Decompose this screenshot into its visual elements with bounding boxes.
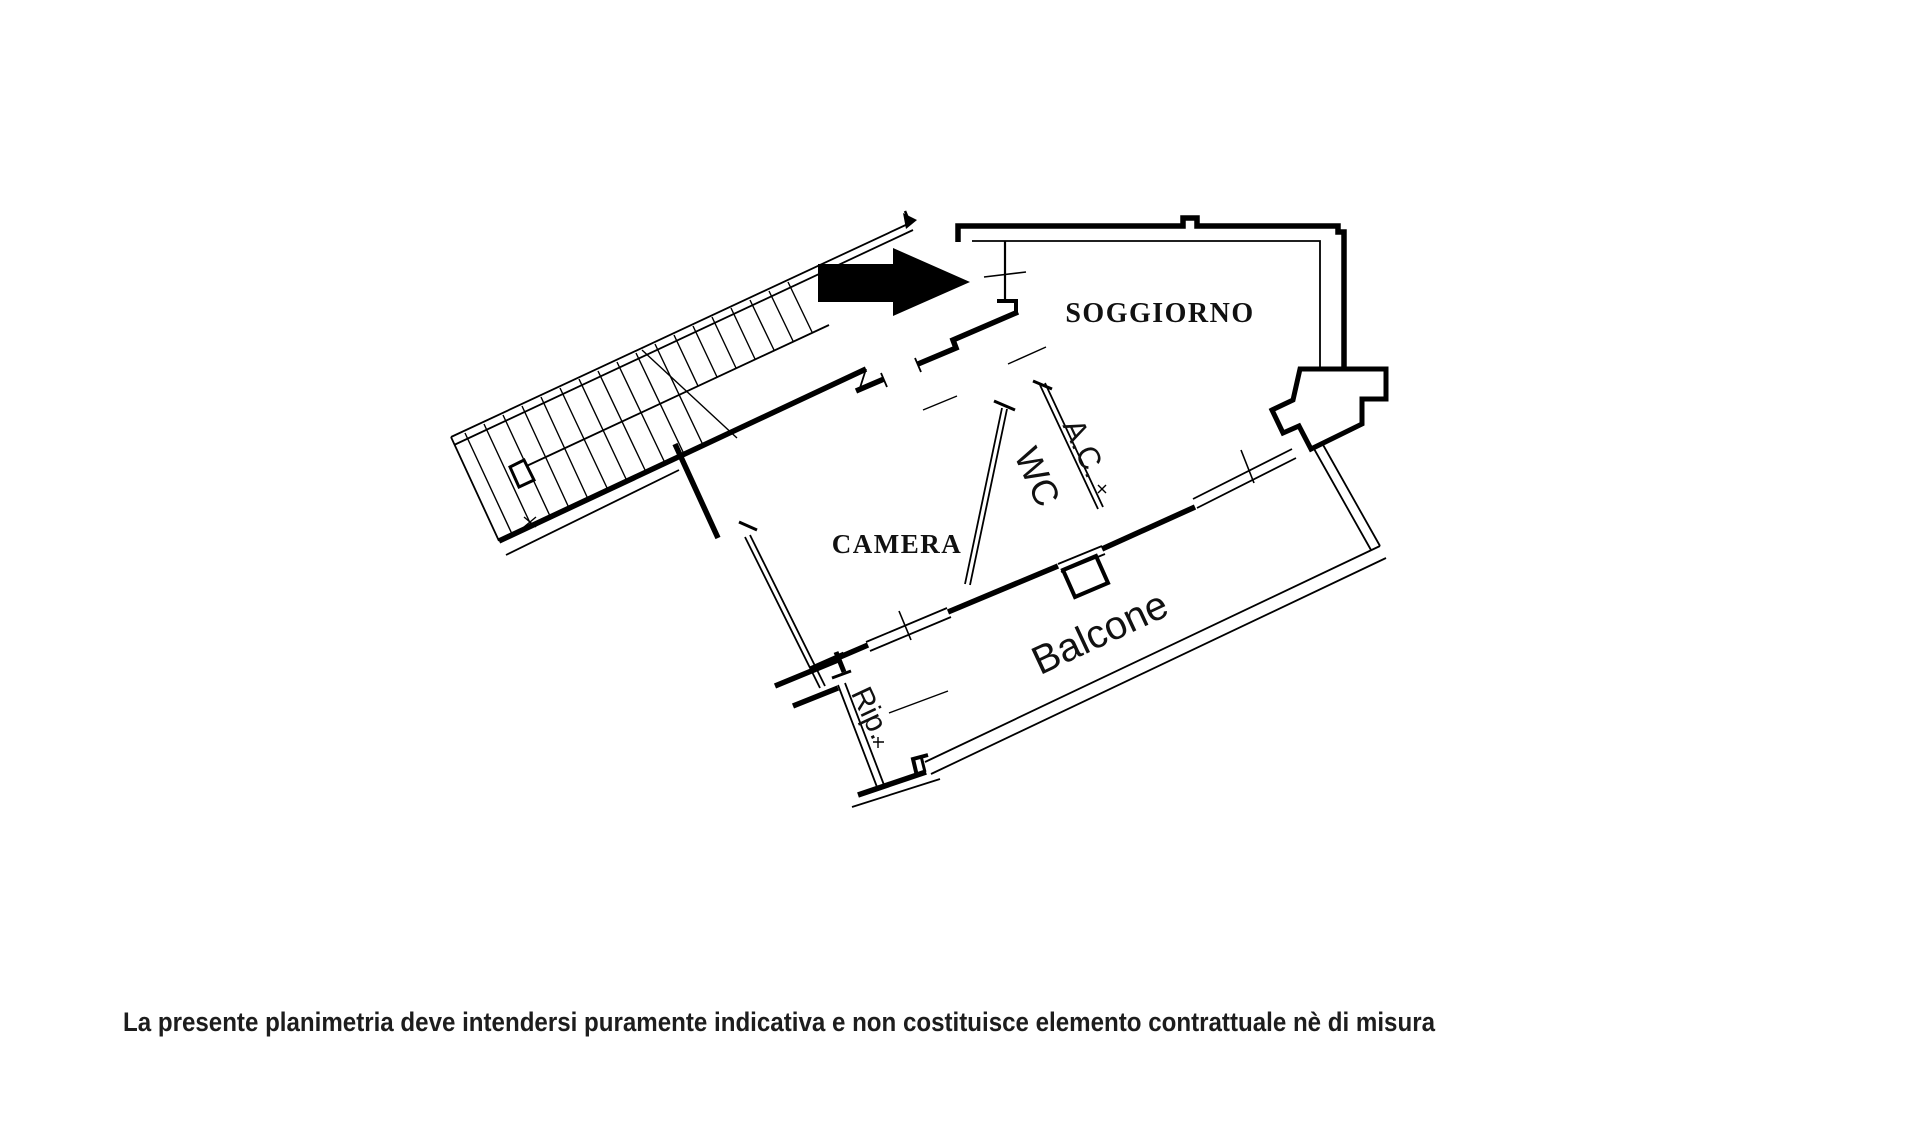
wc-label: WC bbox=[1006, 440, 1069, 513]
stairs-outer-face bbox=[506, 470, 679, 555]
wc-ac-divider-cap bbox=[1033, 381, 1052, 389]
soggiorno-corner-pillar bbox=[1272, 369, 1386, 449]
camera-window bbox=[866, 608, 951, 651]
camera-door-jamb bbox=[739, 522, 757, 530]
rip-door-swing bbox=[889, 691, 948, 713]
soggiorno-label: SOGGIORNO bbox=[1065, 298, 1255, 329]
rip-outer-walls bbox=[775, 660, 838, 706]
stairwell bbox=[451, 211, 917, 555]
ac-x-mark bbox=[1098, 485, 1106, 493]
rip-label: Rip. bbox=[844, 682, 897, 745]
vestibule-wall bbox=[918, 312, 1018, 364]
disclaimer-text: La presente planimetria deve intendersi puramente indicativa e non costituisce elemento contrattuale nè di misura bbox=[123, 1007, 1436, 1037]
inner-door-jambs bbox=[881, 358, 921, 387]
camera-bottom-wall-b bbox=[948, 566, 1058, 612]
camera-bottom-wall-a bbox=[840, 645, 868, 657]
balcone-label: Balcone bbox=[1025, 582, 1175, 684]
soggiorno-walls bbox=[958, 218, 1386, 449]
camera-left-wall-upper bbox=[675, 444, 718, 538]
rip-walls bbox=[775, 660, 948, 807]
ac-label: A.C. bbox=[1055, 413, 1114, 483]
soggiorno-window-tick bbox=[1241, 450, 1254, 483]
balcone-end-rails bbox=[1313, 443, 1380, 550]
south-wall-segment bbox=[1102, 507, 1195, 549]
balcone-long-rails bbox=[925, 546, 1386, 774]
stairs-direction-arrowhead bbox=[903, 213, 917, 229]
wc-left-wall-cap bbox=[994, 401, 1015, 410]
balcone-left-jamb bbox=[921, 756, 925, 772]
camera-label: CAMERA bbox=[831, 529, 963, 559]
stair-step-lines bbox=[465, 282, 812, 534]
entrance-arrow-icon bbox=[818, 248, 970, 316]
camera-walls bbox=[675, 444, 1058, 688]
wc-left-wall bbox=[965, 408, 1007, 585]
balcony-door-step bbox=[1063, 556, 1108, 597]
